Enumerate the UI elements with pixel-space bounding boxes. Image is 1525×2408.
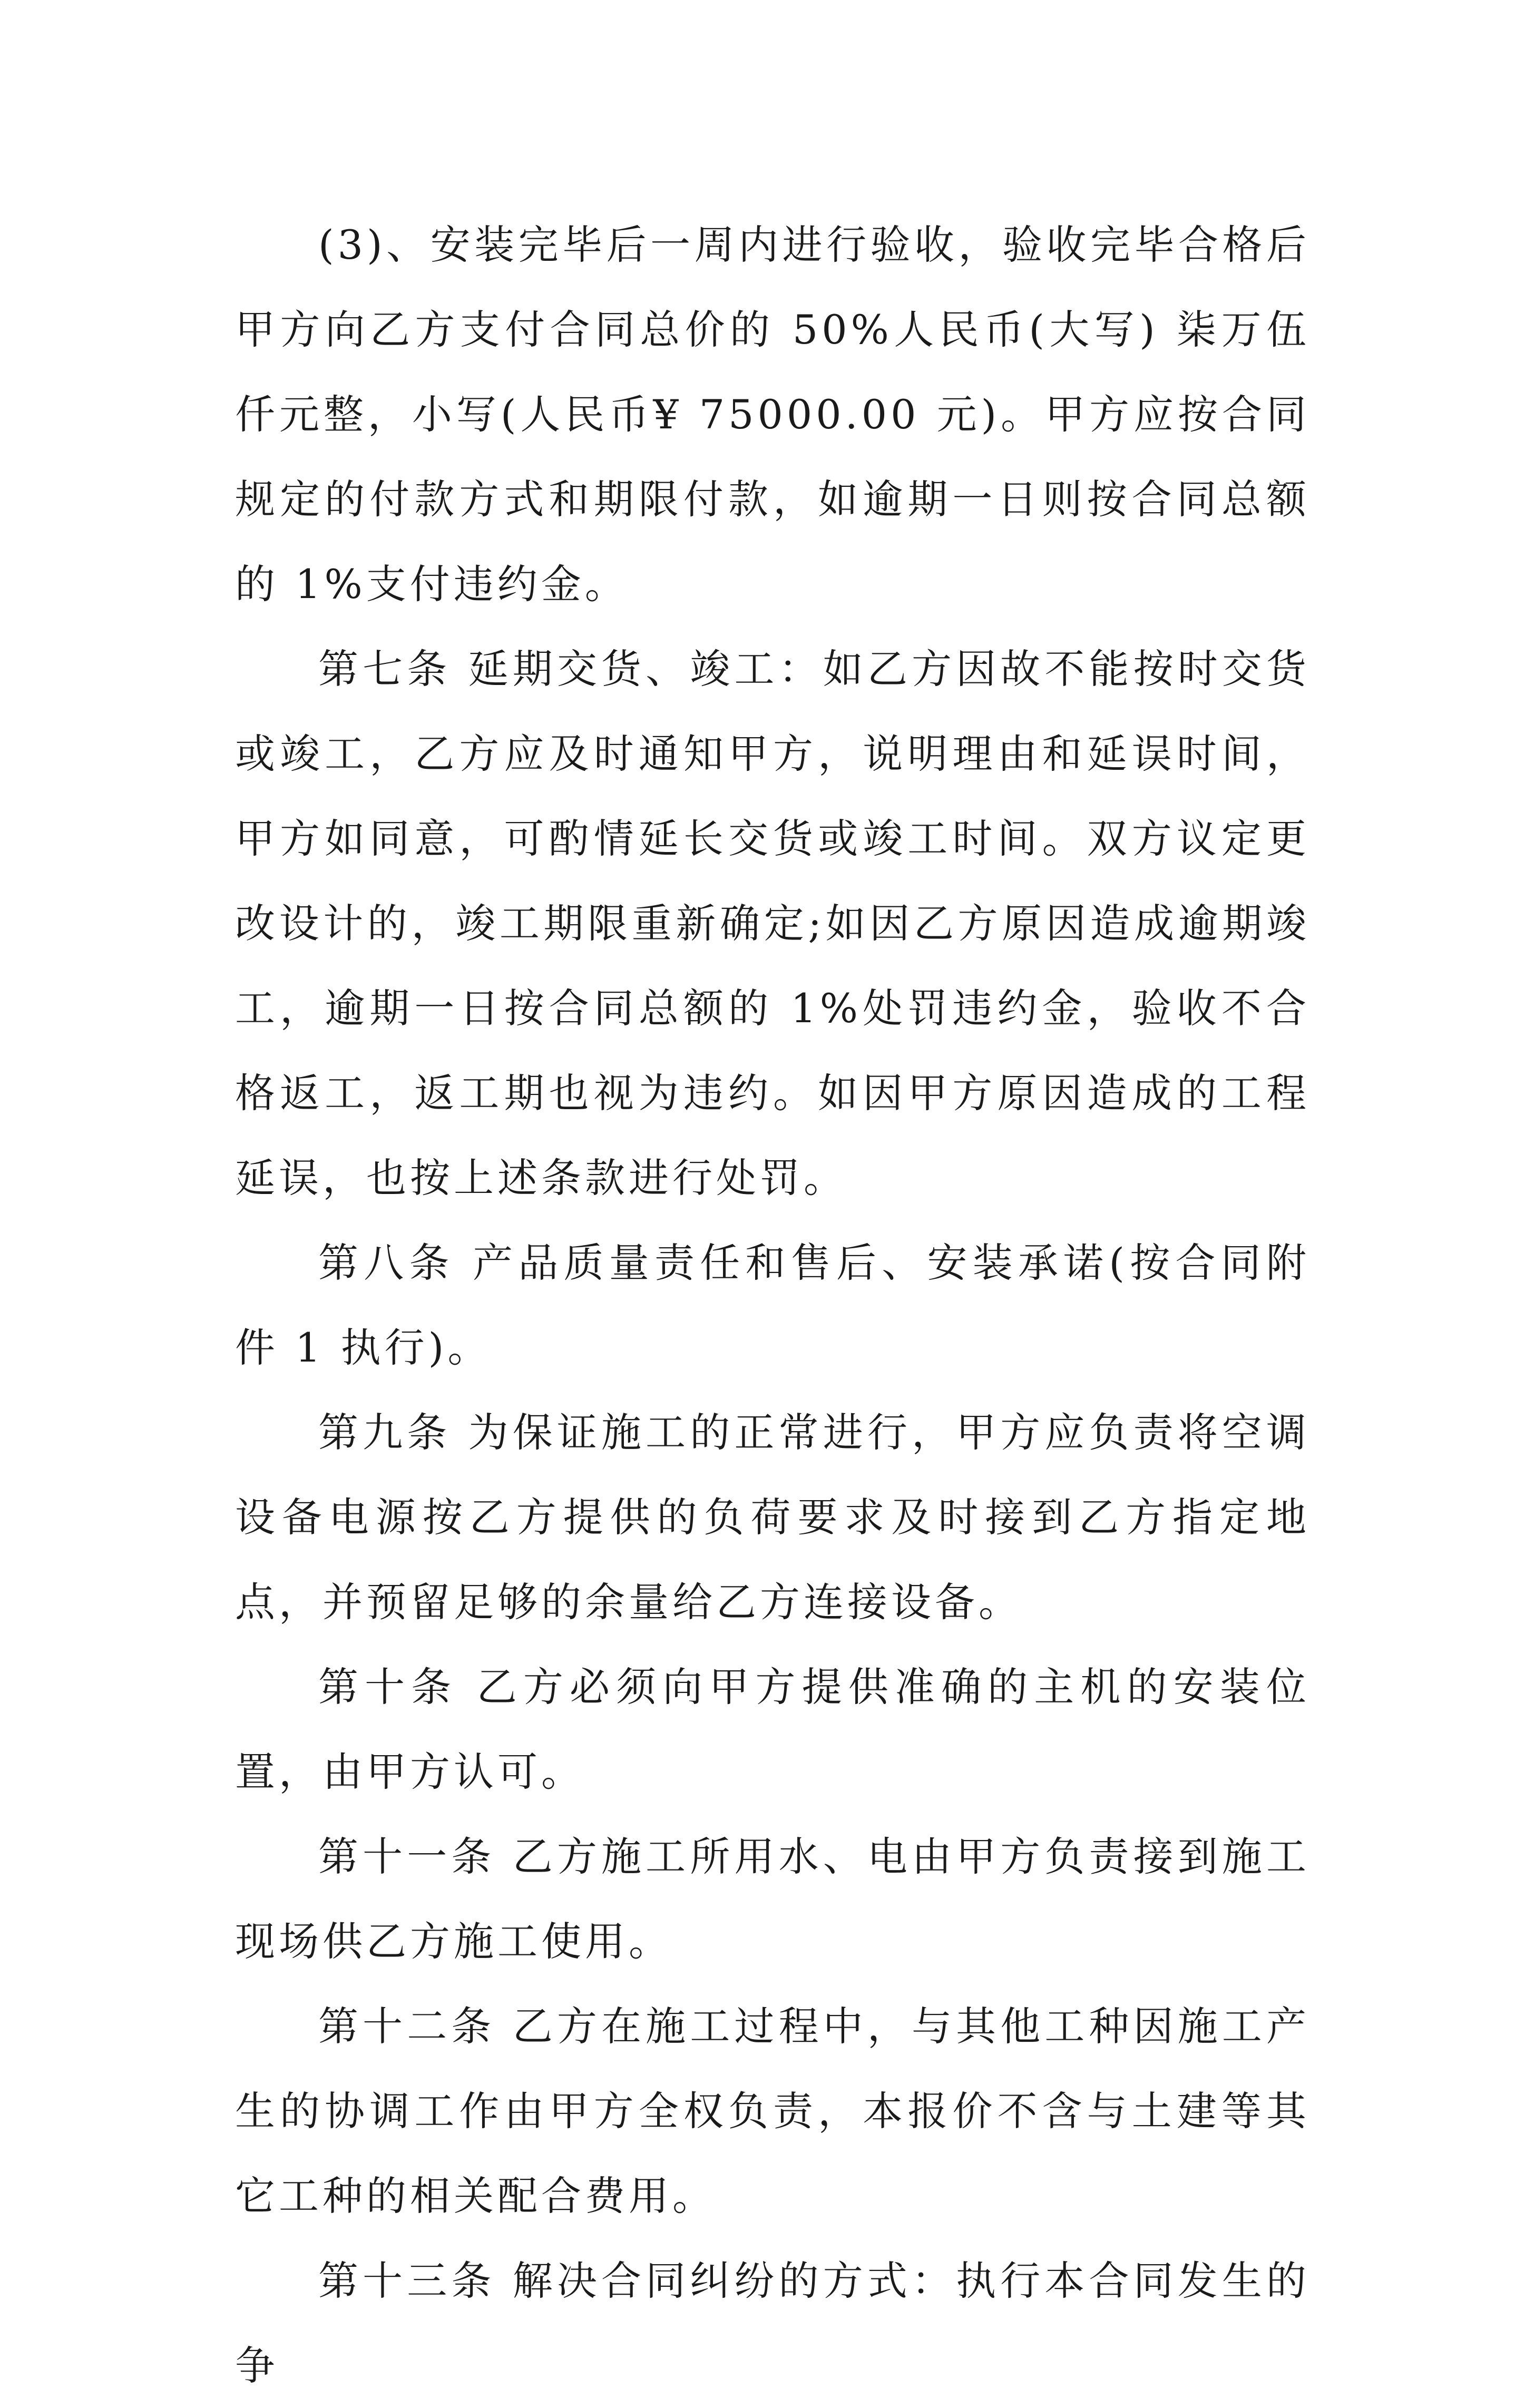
paragraph-article-11: 第十一条 乙方施工所用水、电由甲方负责接到施工现场供乙方施工使用。 bbox=[235, 1833, 1310, 1965]
paragraph-article-8: 第八条 产品质量责任和售后、安装承诺(按合同附件 1 执行)。 bbox=[235, 1239, 1310, 1371]
document-body bbox=[235, 202, 1310, 2408]
paragraph-article-9: 第九条 为保证施工的正常进行，甲方应负责将空调设备电源按乙方提供的负荷要求及时接到乙方指定地点，并预留足够的余量给乙方连接设备。 bbox=[235, 1409, 1310, 1626]
paragraph-article-13: 第十三条 解决合同纠纷的方式：执行本合同发生的争 bbox=[235, 2257, 1310, 2389]
paragraph-article-10: 第十条 乙方必须向甲方提供准确的主机的安装位置，由甲方认可。 bbox=[235, 1663, 1310, 1795]
paragraph-article-12: 第十二条 乙方在施工过程中，与其他工种因施工产生的协调工作由甲方全权负责，本报价不含与土建等其它工种的相关配合费用。 bbox=[235, 2003, 1310, 2219]
paragraph-payment-clause: (3)、安装完毕后一周内进行验收，验收完毕合格后甲方向乙方支付合同总价的 50%人民币(大写) 柒万伍仟元整，小写(人民币¥ 75000.00 元)。甲方应按合同规定的付款方式和期限付款，如逾期一日则按合同总额的 1%支付违约金。 bbox=[235, 221, 1310, 608]
paragraph-article-7: 第七条 延期交货、竣工：如乙方因故不能按时交货或竣工，乙方应及时通知甲方，说明理由和延误时间，甲方如同意，可酌情延长交货或竣工时间。双方议定更改设计的，竣工期限重新确定;如因乙方原因造成逾期竣工，逾期一日按合同总额的 1%处罚违约金，验收不合格返工，返工期也视为违约。如因甲方原因造成的工程延误，也按上述条款进行处罚。 bbox=[235, 645, 1310, 1201]
